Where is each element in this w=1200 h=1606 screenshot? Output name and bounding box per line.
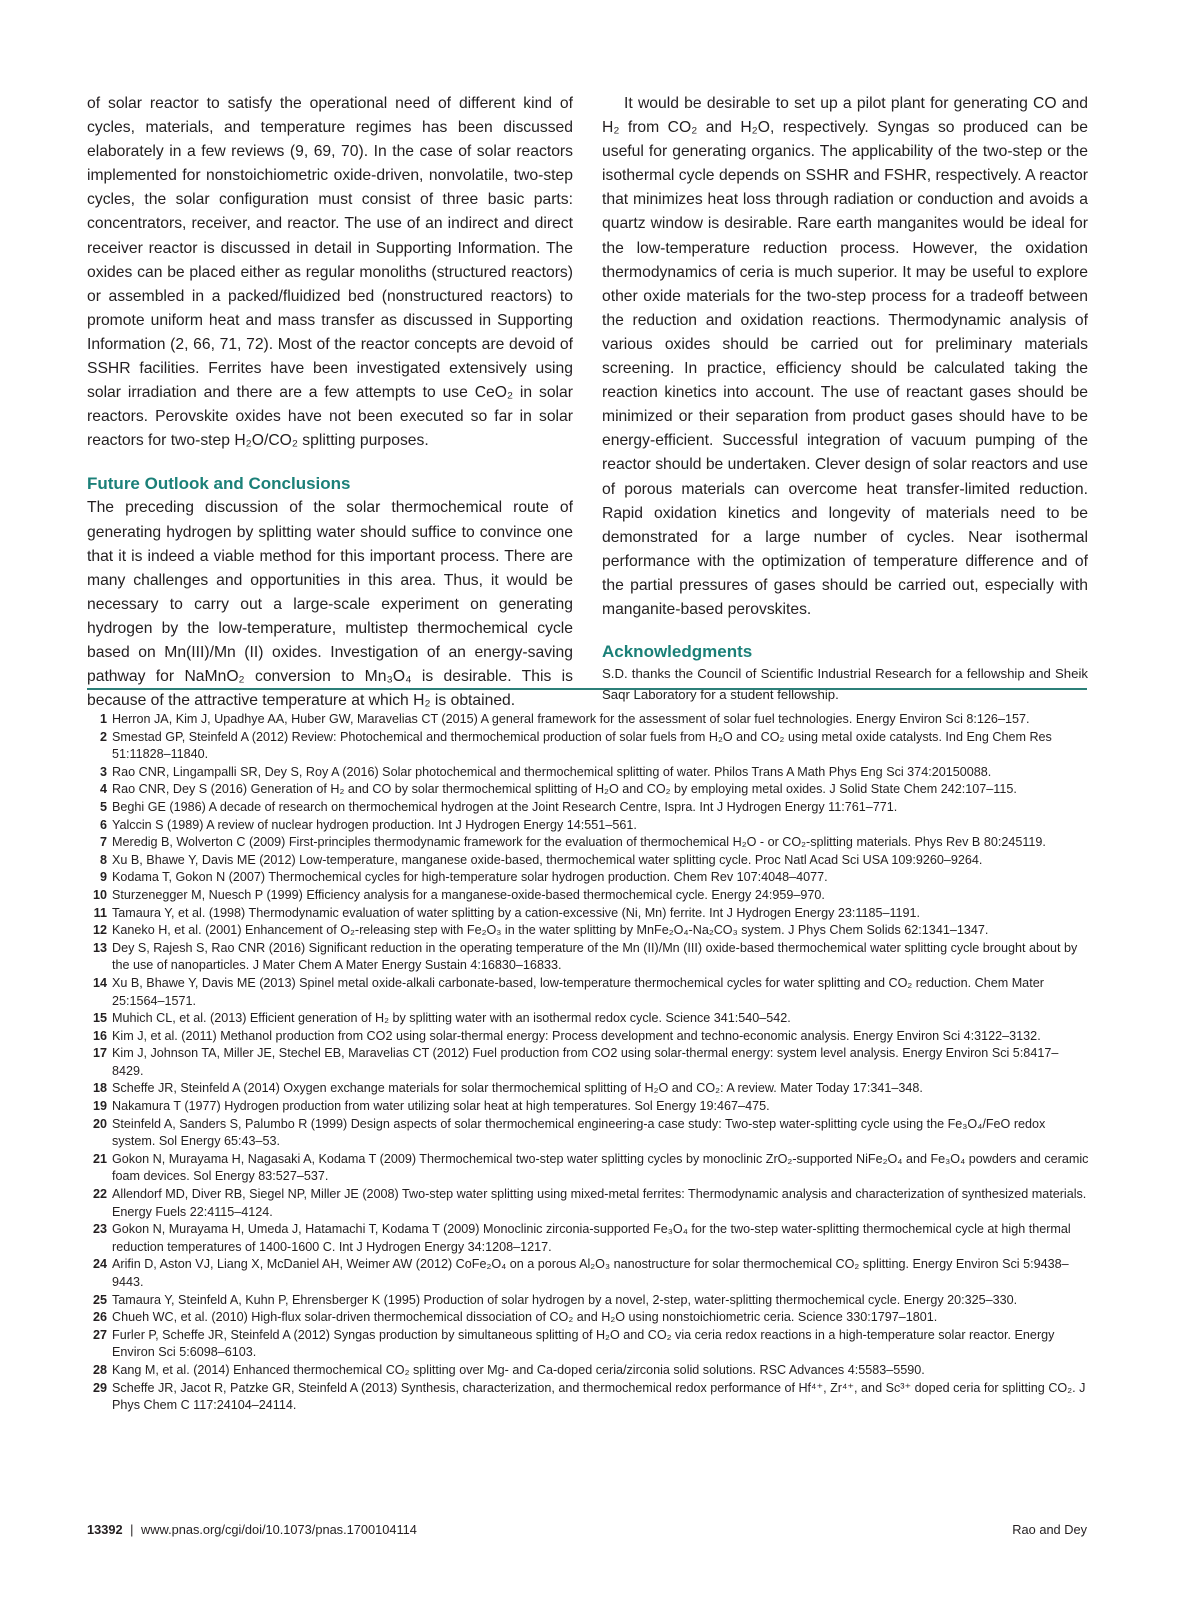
reference-text: Herron JA, Kim J, Upadhye AA, Huber GW, Maravelias CT (2015) A general framework for the assessment of solar fuel technologies. Energy Environ Sci 8:126–157. bbox=[112, 712, 1030, 726]
reference-number: 23 bbox=[92, 1222, 107, 1237]
reference-text: Kim J, Johnson TA, Miller JE, Stechel EB, Maravelias CT (2012) Fuel production from CO2 using solar-thermal energy: system level analysis. Energy Environ Sci 5:8417–8429. bbox=[112, 1046, 1059, 1078]
reference-number: 2 bbox=[99, 729, 107, 744]
reference-item bbox=[87, 729, 1089, 764]
reference-number: 8 bbox=[99, 852, 107, 867]
reference-text: Beghi GE (1986) A decade of research on thermochemical hydrogen at the Joint Research Centre, Ispra. Int J Hydrogen Energy 11:761–771. bbox=[112, 799, 898, 814]
references-list bbox=[87, 711, 1089, 1415]
reference-number: 22 bbox=[92, 1187, 107, 1202]
reference-text: Gokon N, Murayama H, Nagasaki A, Kodama T (2009) Thermochemical two-step water splitting cycles by monoclinic ZrO₂-supported NiFe₂O₄ and Fe₃O₄ powders and ceramic foam devices. Sol Energy 83:527–537. bbox=[112, 1151, 1089, 1184]
left-column bbox=[87, 92, 573, 713]
reference-number: 9 bbox=[99, 870, 107, 885]
reference-number: 1 bbox=[99, 712, 107, 726]
reference-number: 17 bbox=[92, 1046, 107, 1061]
reference-item bbox=[87, 1098, 1089, 1116]
reference-text: Sturzenegger M, Nuesch P (1999) Efficiency analysis for a manganese-oxide-based thermochemical cycle. Energy 24:959–970. bbox=[112, 887, 825, 902]
reference-text: Muhich CL, et al. (2013) Efficient generation of H₂ by splitting water with an isothermal redox cycle. Science 341:540–542. bbox=[112, 1011, 791, 1026]
reference-item bbox=[87, 799, 1089, 817]
right-column bbox=[602, 92, 1088, 705]
reference-item bbox=[87, 905, 1089, 923]
reference-item bbox=[87, 1309, 1089, 1327]
reference-item bbox=[87, 869, 1089, 887]
reference-number: 7 bbox=[99, 835, 107, 850]
reference-text: Dey S, Rajesh S, Rao CNR (2016) Significant reduction in the operating temperature of the Mn (II)/Mn (III) oxide-based thermochemical water splitting cycle brought about by the use of nanoparticles. J Mater Chem A Mater Energy Sustain 4:16830–16833. bbox=[112, 940, 1078, 973]
reference-number: 28 bbox=[92, 1362, 107, 1377]
reference-item bbox=[87, 1327, 1089, 1362]
section-divider bbox=[87, 688, 1087, 690]
reference-number: 4 bbox=[99, 782, 107, 797]
reference-number: 18 bbox=[92, 1081, 107, 1096]
reference-item bbox=[87, 1116, 1089, 1151]
reference-number: 14 bbox=[92, 975, 107, 990]
page-number: 13392 bbox=[87, 1522, 123, 1537]
reference-number: 20 bbox=[92, 1116, 107, 1131]
reference-text: Rao CNR, Dey S (2016) Generation of H₂ and CO by solar thermochemical splitting of H₂O and CO₂ by employing metal oxides. J Solid State Chem 242:107–115. bbox=[112, 782, 1017, 797]
reference-text: Kim J, et al. (2011) Methanol production from CO2 using solar-thermal energy: Process development and techno-economic analysis. Energy Environ Sci 4:3122–3132. bbox=[112, 1028, 1041, 1043]
body-paragraph: of solar reactor to satisfy the operational need of different kind of cycles, materials, and temperature regimes has been discussed elaborately in a few reviews (9, 69, 70). In the case of solar reactors implemented for nonstoichiometric oxide-driven, nonvolatile, two-step cycles, the solar configuration must consist of three basic parts: concentrators, receiver, and reactor. The use of an indirect and direct receiver reactor is discussed in detail in Supporting Information. The oxides can be placed either as regular monoliths (structured reactors) or assembled in a packed/fluidized bed (nonstructured reactors) to promote uniform heat and mass transfer as discussed in Supporting Information (2, 66, 71, 72). Most of the reactor concepts are devoid of SSHR facilities. Ferrites have been investigated extensively using solar irradiation and there are a few attempts to use CeO₂ in solar reactors. Perovskite oxides have not been executed so far in solar reactors for two-step H₂O/CO₂ splitting purposes. bbox=[87, 95, 573, 450]
reference-text: Smestad GP, Steinfeld A (2012) Review: Photochemical and thermochemical production of solar fuels from H₂O and CO₂ using metal oxide catalysts. Ind Eng Chem Res 51:11828–11840. bbox=[112, 729, 1052, 762]
reference-text: Xu B, Bhawe Y, Davis ME (2012) Low-temperature, manganese oxide-based, thermochemical water splitting cycle. Proc Natl Acad Sci USA 109:9260–9264. bbox=[112, 852, 983, 867]
reference-item bbox=[87, 1256, 1089, 1291]
doi-link[interactable]: www.pnas.org/cgi/doi/10.1073/pnas.1700104114 bbox=[141, 1522, 417, 1537]
reference-item bbox=[87, 1080, 1089, 1098]
reference-item bbox=[87, 940, 1089, 975]
acknowledgments-text: S.D. thanks the Council of Scientific Industrial Research for a fellowship and Sheik Saqr Laboratory for a student fellowship. bbox=[602, 666, 1088, 702]
reference-text: Yalccin S (1989) A review of nuclear hydrogen production. Int J Hydrogen Energy 14:551–561. bbox=[112, 817, 637, 832]
acknowledgments-heading: Acknowledgments bbox=[602, 642, 753, 662]
footer-left bbox=[87, 1521, 417, 1539]
reference-number: 21 bbox=[92, 1151, 107, 1166]
reference-number: 12 bbox=[92, 923, 107, 938]
reference-text: Xu B, Bhawe Y, Davis ME (2013) Spinel metal oxide-alkali carbonate-based, low-temperature thermochemical cycles for water splitting and CO₂ reduction. Chem Mater 25:1564–1571. bbox=[112, 975, 1044, 1008]
reference-text: Tamaura Y, Steinfeld A, Kuhn P, Ehrensberger K (1995) Production of solar hydrogen by a novel, 2-step, water-splitting thermochemical cycle. Energy 20:325–330. bbox=[112, 1292, 1018, 1307]
reference-text: Kaneko H, et al. (2001) Enhancement of O₂-releasing step with Fe₂O₃ in the water splitting by MnFe₂O₄-Na₂CO₃ system. J Phys Chem Solids 62:1341–1347. bbox=[112, 923, 989, 938]
reference-number: 19 bbox=[92, 1099, 107, 1114]
reference-text: Tamaura Y, et al. (1998) Thermodynamic evaluation of water splitting by a cation-excessive (Ni, Mn) ferrite. Int J Hydrogen Energy 23:1185–1191. bbox=[112, 905, 921, 920]
reference-number: 13 bbox=[92, 940, 107, 955]
reference-number: 15 bbox=[92, 1011, 107, 1026]
reference-item bbox=[87, 887, 1089, 905]
reference-item bbox=[87, 1380, 1089, 1415]
reference-item bbox=[87, 764, 1089, 782]
reference-item bbox=[87, 1045, 1089, 1080]
reference-number: 29 bbox=[92, 1380, 107, 1395]
reference-item bbox=[87, 922, 1089, 940]
footer-authors: Rao and Dey bbox=[1012, 1522, 1087, 1537]
page-footer bbox=[87, 1521, 1087, 1539]
reference-number: 10 bbox=[92, 887, 107, 902]
reference-item bbox=[87, 1292, 1089, 1310]
reference-text: Allendorf MD, Diver RB, Siegel NP, Miller JE (2008) Two-step water splitting using mixed-metal ferrites: Thermodynamic analysis and characterization of synthesized materials. Energy Fuels 22:4115–4124. bbox=[112, 1187, 1087, 1219]
reference-text: Arifin D, Aston VJ, Liang X, McDaniel AH, Weimer AW (2012) CoFe₂O₄ on a porous Al₂O₃ nanostructure for solar thermochemical CO₂ splitting. Energy Environ Sci 5:9438–9443. bbox=[112, 1257, 1069, 1289]
reference-item bbox=[87, 1362, 1089, 1380]
reference-number: 6 bbox=[99, 817, 107, 832]
reference-item bbox=[87, 817, 1089, 835]
reference-text: Rao CNR, Lingampalli SR, Dey S, Roy A (2016) Solar photochemical and thermochemical splitting of water. Philos Trans A Math Phys Eng Sci 374:20150088. bbox=[112, 764, 992, 779]
reference-text: Steinfeld A, Sanders S, Palumbo R (1999) Design aspects of solar thermochemical engineering-a case study: Two-step water-splitting cycle using the Fe₃O₄/FeO redox system. Sol Energy 65:43–53. bbox=[112, 1116, 1046, 1149]
reference-item bbox=[87, 1151, 1089, 1186]
reference-item bbox=[87, 1221, 1089, 1256]
reference-item bbox=[87, 834, 1089, 852]
reference-number: 11 bbox=[93, 905, 107, 920]
reference-item bbox=[87, 781, 1089, 799]
reference-item bbox=[87, 1010, 1089, 1028]
reference-item bbox=[87, 1186, 1089, 1221]
section-heading: Future Outlook and Conclusions bbox=[87, 474, 351, 494]
reference-item bbox=[87, 1028, 1089, 1046]
reference-text: Meredig B, Wolverton C (2009) First-principles thermodynamic framework for the evaluation of thermochemical H₂O - or CO₂-splitting materials. Phys Rev B 80:245119. bbox=[112, 835, 1046, 850]
body-paragraph: The preceding discussion of the solar thermochemical route of generating hydrogen by splitting water should suffice to convince one that it is indeed a viable method for this important process. There are many challenges and opportunities in this area. Thus, it would be necessary to carry out a large-scale experiment on generating hydrogen by the low-temperature, multistep thermochemical cycle based on Mn(III)/Mn (II) oxides. Investigation of an energy-saving pathway for NaMnO₂ conversion to Mn₃O₄ is desirable. This is because of the attractive temperature at which H₂ is obtained. bbox=[87, 499, 573, 710]
reference-text: Kang M, et al. (2014) Enhanced thermochemical CO₂ splitting over Mg- and Ca-doped ceria/zirconia solid solutions. RSC Advances 4:5583–5590. bbox=[112, 1362, 925, 1377]
reference-text: Furler P, Scheffe JR, Steinfeld A (2012) Syngas production by simultaneous splitting of H₂O and CO₂ via ceria redox reactions in a high-temperature solar reactor. Energy Environ Sci 5:6098–6103. bbox=[112, 1327, 1055, 1360]
reference-number: 25 bbox=[92, 1292, 107, 1307]
reference-item bbox=[87, 711, 1089, 729]
body-paragraph: It would be desirable to set up a pilot plant for generating CO and H₂ from CO₂ and H₂O, respectively. Syngas so produced can be useful for generating organics. The applicability of the two-step or the isothermal cycle depends on SSHR and FSHR, respectively. A reactor that minimizes heat loss through radiation or conduction and avoids a quartz window is desirable. Rare earth manganites would be ideal for the low-temperature reduction process. However, the oxidation thermodynamics of ceria is much superior. It may be useful to explore other oxide materials for the two-step process for a tradeoff between the reduction and oxidation reactions. Thermodynamic analysis of various oxides should be carried out for preliminary materials screening. In practice, efficiency should be calculated taking the reaction kinetics into account. The use of reactant gases should be minimized or their separation from product gases should have to be energy-efficient. Successful integration of vacuum pumping of the reactor should be undertaken. Clever design of solar reactors and use of porous materials can overcome heat transfer-limited reduction. Rapid oxidation kinetics and longevity of materials need to be demonstrated for a large number of cycles. Near isothermal performance with the optimization of temperature difference and of the partial pressures of gases should be carried out, especially with manganite-based perovskites. bbox=[602, 95, 1088, 618]
reference-item bbox=[87, 975, 1089, 1010]
reference-text: Gokon N, Murayama H, Umeda J, Hatamachi T, Kodama T (2009) Monoclinic zirconia-supported Fe₃O₄ for the two-step water-splitting thermochemical cycle at high thermal reduction temperatures of 1400-1600 C. Int J Hydrogen Energy 34:1208–1217. bbox=[112, 1222, 1071, 1254]
reference-number: 24 bbox=[92, 1257, 107, 1272]
reference-number: 3 bbox=[99, 764, 107, 779]
reference-number: 26 bbox=[92, 1310, 107, 1325]
reference-text: Nakamura T (1977) Hydrogen production from water utilizing solar heat at high temperatures. Sol Energy 19:467–475. bbox=[112, 1099, 770, 1114]
reference-number: 27 bbox=[92, 1327, 107, 1342]
footer-separator: | bbox=[130, 1522, 134, 1537]
reference-text: Kodama T, Gokon N (2007) Thermochemical cycles for high-temperature solar hydrogen production. Chem Rev 107:4048–4077. bbox=[112, 870, 828, 885]
reference-number: 5 bbox=[99, 799, 107, 814]
reference-text: Scheffe JR, Steinfeld A (2014) Oxygen exchange materials for solar thermochemical splitting of H₂O and CO₂: A review. Mater Today 17:341–348. bbox=[112, 1081, 923, 1096]
reference-item bbox=[87, 852, 1089, 870]
reference-number: 16 bbox=[92, 1028, 107, 1043]
reference-text: Chueh WC, et al. (2010) High-flux solar-driven thermochemical dissociation of CO₂ and H₂O using nonstoichiometric ceria. Science 330:1797–1801. bbox=[112, 1310, 938, 1325]
reference-text: Scheffe JR, Jacot R, Patzke GR, Steinfeld A (2013) Synthesis, characterization, and thermochemical redox performance of Hf⁴⁺, Zr⁴⁺, and Sc³⁺ doped ceria for splitting CO₂. J Phys Chem C 117:24104–24114. bbox=[112, 1380, 1086, 1413]
